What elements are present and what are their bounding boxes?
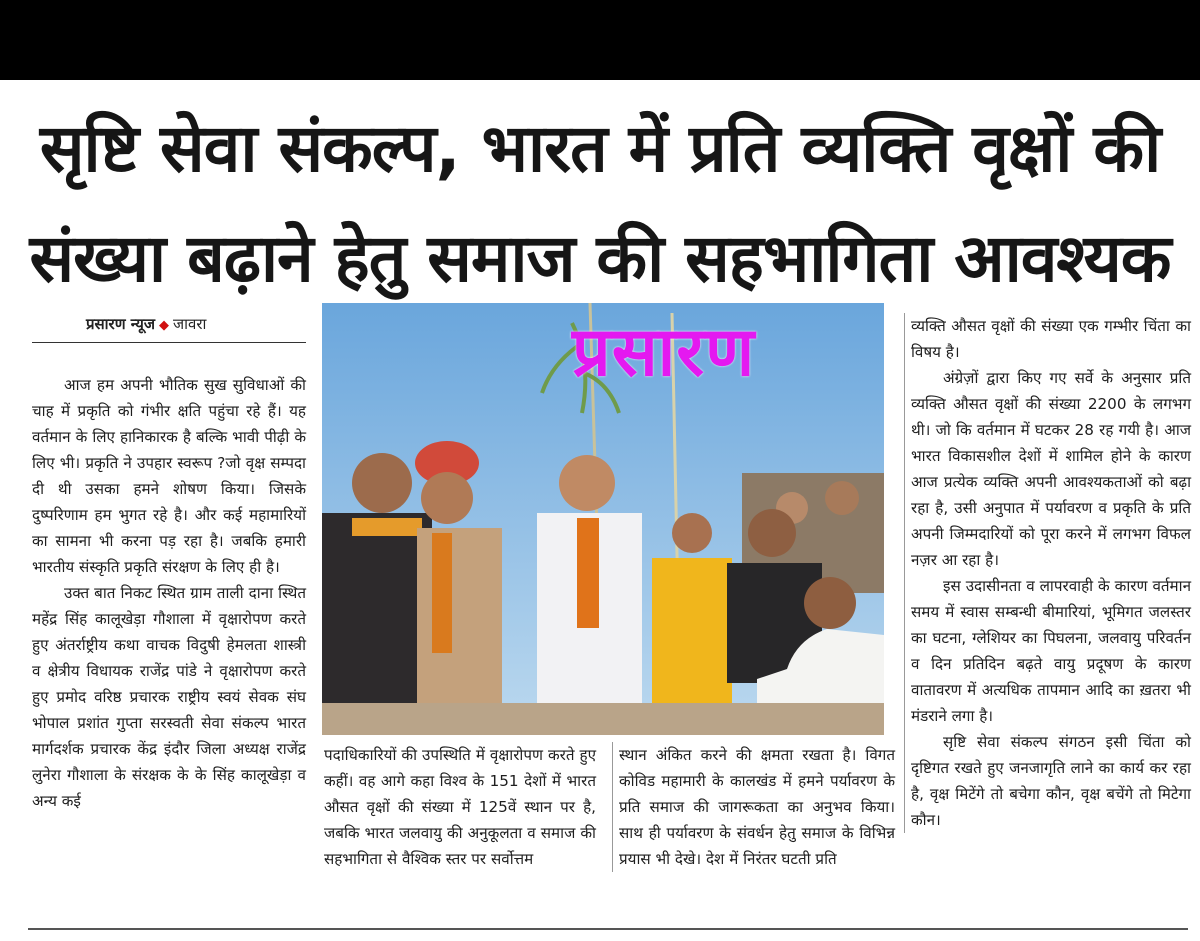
byline-agency: प्रसारण न्यूज bbox=[86, 315, 156, 333]
paragraph: व्यक्ति औसत वृक्षों की संख्या एक गम्भीर चिंता का विषय है। bbox=[911, 317, 1191, 361]
paragraph: इस उदासीनता व लापरवाही के कारण वर्तमान समय में स्वास सम्बन्धी बीमारियां, भूमिगत जलस्तर का घटना, ग्लेशियर का पिघलना, जलवायु परिवर्तन व दिन प्रतिदिन बढ़ते वायु प्रदूषण के कारण वातावरण में अत्यधिक तापमान आदि का ख़तरा भी मंडराने लगा है। bbox=[911, 577, 1191, 725]
paragraph: अंग्रेज़ों द्वारा किए गए सर्वे के अनुसार प्रति व्यक्ति औसत वृक्षों की संख्या 2200 के लगभग थी। जो कि वर्तमान में घटकर 28 रह गयी है। आज भारत विकासशील देशों में शामिल होने के कारण आज प्रत्येक व्यक्ति अपनी आवश्यकताओं को बढ़ा रहा है, उसी अनुपात में पर्यावरण व प्रकृति के प्रति अपनी जिम्मदारियों को पूरा करने में लगभग विफल नज़र आ रहा है। bbox=[911, 369, 1191, 569]
article-column-2 bbox=[324, 742, 596, 872]
top-black-bar bbox=[0, 0, 1200, 80]
news-photo bbox=[322, 303, 884, 735]
headline-line-2: संख्या बढ़ाने हेतु समाज की सहभागिता आवश्यक bbox=[29, 220, 1171, 297]
paragraph: पदाधिकारियों की उपस्थिति में वृक्षारोपण करते हुए कहीं। वह आगे कहा विश्व के 151 देशों में भारत औसत वृक्षों की संख्या में 125वें स्थान पर है, जबकि भारत जलवायु की अनुकूलता व समाज की सहभागिता से वैश्विक स्तर पर सर्वोत्तम bbox=[324, 746, 596, 868]
article-column-3 bbox=[612, 742, 895, 872]
article-column-1 bbox=[32, 372, 306, 814]
article-column-4 bbox=[904, 313, 1191, 833]
headline-line-1: सृष्टि सेवा संकल्प, भारत में प्रति व्यक्ति वृक्षों की bbox=[39, 110, 1161, 187]
paragraph: स्थान अंकित करने की क्षमता रखता है। विगत कोविड महामारी के कालखंड में हमने पर्यावरण के प्रति समाज की जागरूकता का अनुभव किया। साथ ही पर्यावरण के संवर्धन हेतु समाज के विभिन्न प्रयास भी देखे। देश में निरंतर घटती प्रति bbox=[619, 746, 895, 868]
paragraph: उक्त बात निकट स्थित ग्राम ताली दाना स्थित महेंद्र सिंह कालूखेड़ा गौशाला में वृक्षारोपण करते हुए अंतर्राष्ट्रीय कथा वाचक विदुषी हेमलता शास्त्री व क्षेत्रीय विधायक राजेंद्र पांडे ने वृक्षारोपण करते हुए प्रमोद वरिष्ठ प्रचारक राष्ट्रीय स्वयं सेवक संघ भोपाल प्रशांत गुप्ता सरस्वती सेवा संकल्प भारत मार्गदर्शक प्रचारक केंद्र इंदौर जिला अध्यक्ष राजेंद्र लुनेरा गौशाला के संरक्षक के के सिंह कालूखेड़ा व अन्य कई bbox=[32, 584, 306, 810]
photo-watermark: प्रसारण bbox=[572, 313, 756, 392]
byline-city: जावरा bbox=[173, 315, 207, 333]
bottom-border bbox=[28, 928, 1188, 930]
diamond-icon: ◆ bbox=[159, 318, 170, 333]
paragraph: आज हम अपनी भौतिक सुख सुविधाओं की चाह में प्रकृति को गंभीर क्षति पहुंचा रहे हैं। यह वर्तमान के लिए हानिकारक है बल्कि भावी पीढ़ी के लिए भी। प्रकृति ने उपहार स्वरूप ?जो वृक्ष सम्पदा दी थी उसका हमने शोषण किया। जिसके दुष्परिणाम हम भुगत रहे है। और कई महामारियों का सामना भी करना पड़ रहा है। जबकि हमारी भारतीय संस्कृति प्रकृति संरक्षण के लिए ही है। bbox=[32, 376, 306, 576]
headline bbox=[10, 94, 1190, 314]
byline-divider bbox=[32, 342, 306, 343]
paragraph: सृष्टि सेवा संकल्प संगठन इसी चिंता को दृष्टिगत रखते हुए जनजागृति लाने का कार्य कर रहा है, वृक्ष मिटेंगे तो बचेगा कौन, वृक्ष बचेंगे तो मिटेगा कौन। bbox=[911, 733, 1191, 829]
byline bbox=[86, 314, 206, 334]
